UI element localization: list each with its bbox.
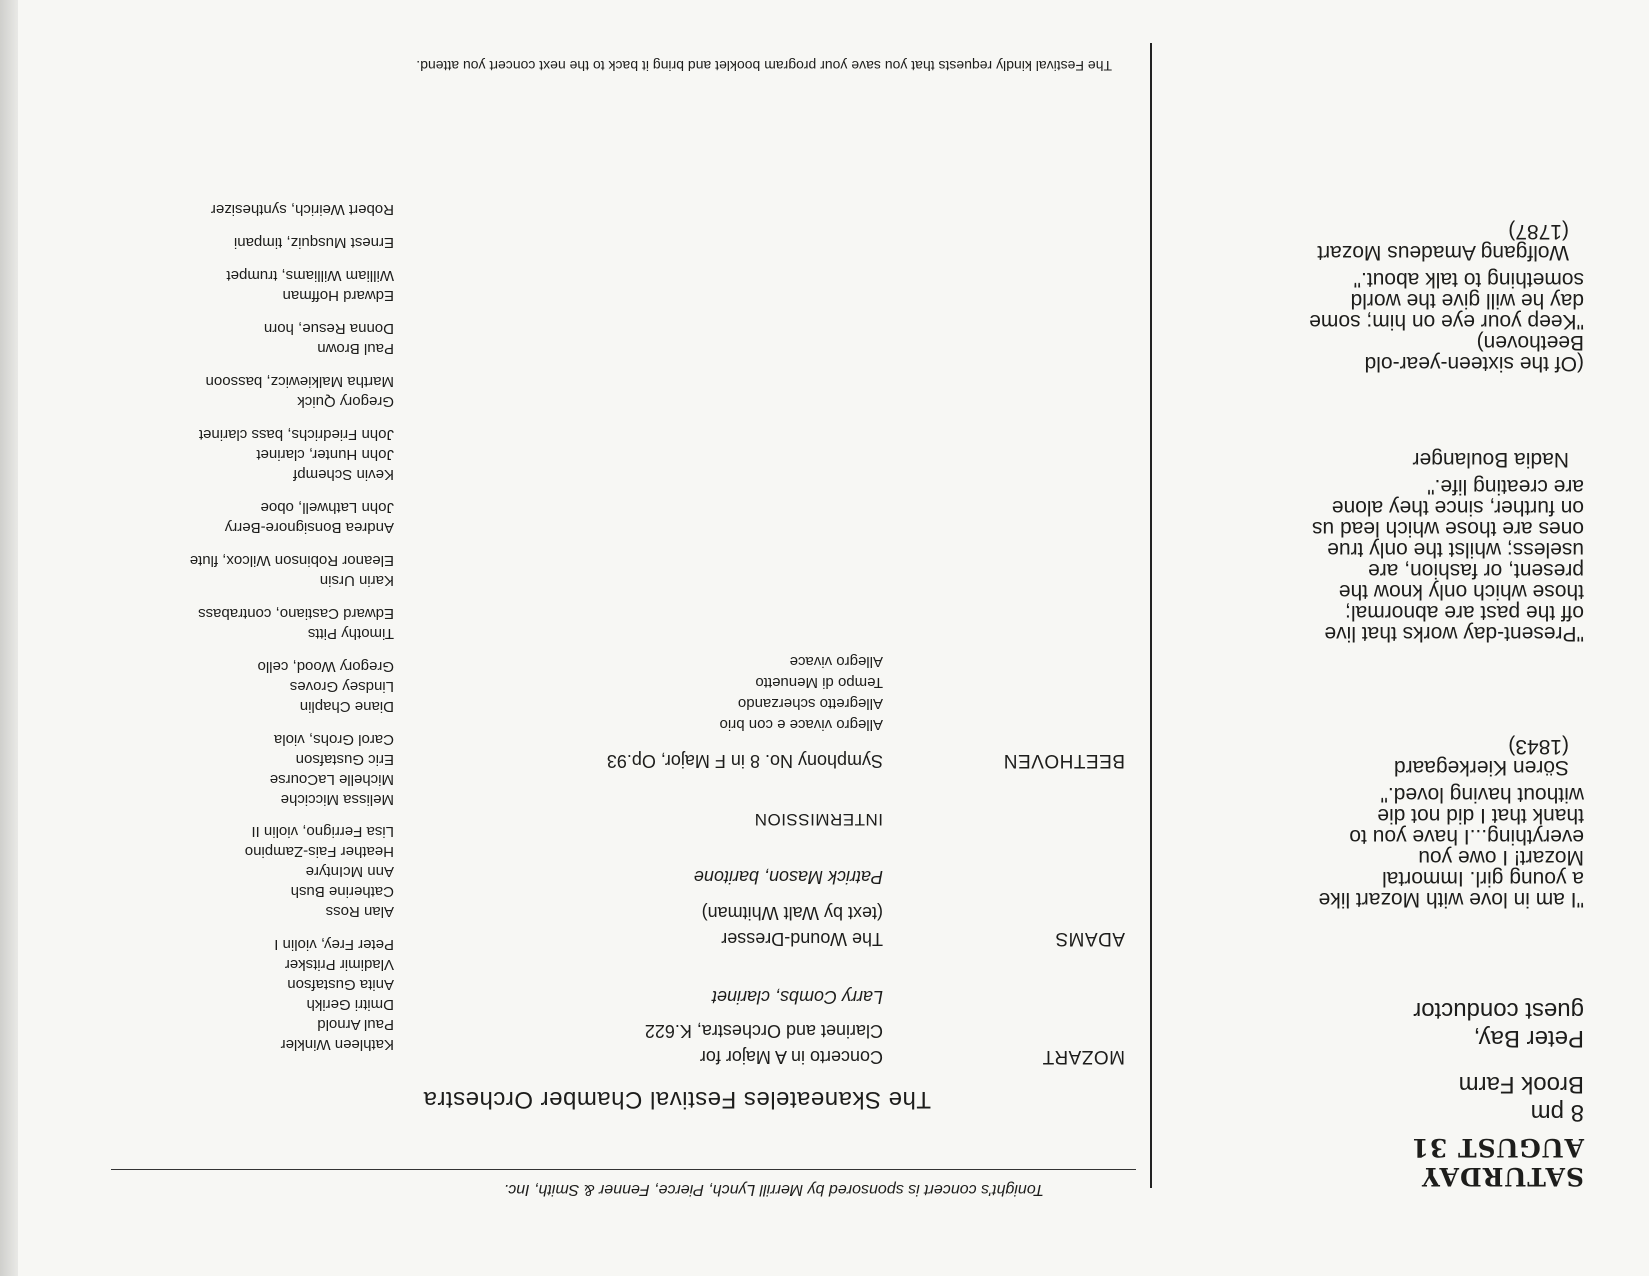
event-day: SATURDAY: [1421, 1162, 1584, 1191]
roster-name: Martha Malkiewicz, bassoon: [205, 373, 394, 390]
roster-name: Gregory Quick: [297, 393, 394, 410]
roster-name: Lindsey Groves: [289, 678, 394, 695]
roster-name: Paul Arnold: [317, 1016, 394, 1033]
roster-name: Eleanor Robinson Wilcox, flute: [189, 552, 394, 569]
roster-name: Dmitri Gerikh: [306, 996, 394, 1013]
roster-name: Lisa Ferrigno, violin II: [251, 823, 394, 840]
composer-adams: ADAMS: [1054, 928, 1125, 949]
quote-line: without having loved.": [1380, 783, 1584, 806]
quote-line: "I am in love with Mozart like: [1318, 888, 1584, 911]
roster-name: Alan Ross: [325, 903, 394, 920]
quote-line: ones are those which lead us: [1311, 517, 1584, 540]
quote-author-year: (1843): [1508, 735, 1569, 758]
quote-line: day he will give the world: [1350, 289, 1584, 312]
quote-author: Nadia Boulanger: [1412, 448, 1569, 471]
roster-name: William Williams, trumpet: [226, 267, 394, 284]
page-binding-edge: [0, 0, 18, 1276]
roster-name: Melissa Micciche: [280, 791, 394, 808]
event-venue: Brook Farm: [1458, 1071, 1584, 1098]
roster-name: John Lathwell, oboe: [260, 499, 394, 516]
roster-name: Kathleen Winkler: [280, 1036, 394, 1053]
roster-name: Donna Resue, horn: [263, 320, 394, 337]
roster-name: Carol Grohs, viola: [273, 731, 394, 748]
roster-name: Paul Brown: [317, 340, 394, 357]
roster-name: Edward Castiano, contrabass: [198, 605, 394, 622]
roster-name: Karin Ursin: [319, 572, 394, 589]
roster-name: Peter Frey, violin I: [274, 936, 394, 953]
quote-line: Mozart! I owe you: [1418, 846, 1584, 869]
quote-line: Beethoven): [1476, 331, 1584, 354]
header-rule: [111, 1169, 1136, 1170]
quote-author: Sören Kierkegaard: [1393, 756, 1569, 779]
quote-line: a young girl. Immortal: [1382, 867, 1584, 890]
performer: Larry Combs, clarinet: [711, 987, 883, 1007]
roster-name: Michelle LaCourse: [269, 771, 394, 788]
column-divider: [1150, 43, 1152, 1188]
roster-name: Ann McIntyre: [305, 863, 394, 880]
roster-name: Edward Hoffman: [282, 287, 394, 304]
roster-name: Eric Gustafson: [295, 751, 394, 768]
movement: Tempo di Menuetto: [755, 674, 883, 691]
intermission: INTERMISSION: [754, 810, 883, 829]
roster-name: Andrea Bonsignore-Berry: [224, 519, 394, 536]
roster-name: Ernest Musquiz, timpani: [233, 234, 394, 251]
quote-line: are creating life.": [1427, 475, 1584, 498]
composer-beethoven: BEETHOVEN: [1003, 750, 1125, 771]
event-time: 8 pm: [1530, 1099, 1584, 1126]
work-title: Concerto in A Major for: [699, 1047, 883, 1067]
quote-line: those which only know the: [1338, 580, 1584, 603]
performer: Patrick Mason, baritone: [693, 867, 883, 887]
work-subtitle: (text by Walt Whitman): [701, 903, 883, 923]
roster-name: John Hunter, clarinet: [256, 446, 394, 463]
movement: Allegro vivace: [789, 653, 883, 670]
quote-author-year: (1787): [1508, 220, 1569, 243]
quote-line: present, or fashion, are: [1368, 559, 1584, 582]
work-title: The Wound-Dresser: [721, 929, 883, 949]
quote-line: something to talk about.": [1353, 268, 1584, 291]
quote-line: everything...I have you to: [1349, 825, 1584, 848]
footer-note: The Festival kindly requests that you save your program booklet and bring it back to the next concert you attend.: [416, 58, 1112, 74]
quote-line: thank that I did not die: [1377, 804, 1584, 827]
roster-name: Timothy Pitts: [307, 625, 394, 642]
work-title: Clarinet and Orchestra, K.622: [644, 1021, 883, 1041]
movement: Allegro vivace e con brio: [719, 716, 883, 733]
roster-name: Kevin Schempf: [293, 466, 394, 483]
work-title: Symphony No. 8 in F Major, Op.93: [606, 751, 883, 771]
conductor-role: guest conductor: [1413, 997, 1584, 1024]
roster-name: Gregory Wood, cello: [257, 658, 394, 675]
sponsor-note: Tonight's concert is sponsored by Merrill Lynch, Pierce, Fenner & Smith, Inc.: [503, 1181, 1044, 1198]
roster-name: Heather Fais-Zampino: [244, 843, 394, 860]
roster-name: Robert Weirich, synthesizer: [210, 201, 394, 218]
conductor-name: Peter Bay,: [1473, 1025, 1584, 1052]
quote-line: useless; whilst the only true: [1327, 538, 1584, 561]
roster-name: Vladimir Pritsker: [284, 956, 394, 973]
quote-line: (Of the sixteen-year-old: [1364, 352, 1584, 375]
quote-author: Wolfgang Amadeus Mozart: [1317, 241, 1569, 264]
quote-line: "Present-day works that live: [1324, 622, 1584, 645]
event-date: AUGUST 31: [1410, 1133, 1584, 1162]
roster-name: Anita Gustafson: [287, 976, 394, 993]
composer-mozart: MOZART: [1042, 1046, 1125, 1067]
quote-line: "Keep your eye on him; some: [1309, 310, 1584, 333]
orchestra-title: The Skaneateles Festival Chamber Orchestra: [423, 1086, 931, 1113]
roster-name: John Friedrichs, bass clarinet: [198, 426, 394, 443]
roster-name: Diane Chaplin: [299, 698, 394, 715]
roster-name: Catherine Bush: [290, 883, 394, 900]
quote-line: off the past are abnormal;: [1345, 601, 1584, 624]
quote-line: on further, since they alone: [1331, 496, 1584, 519]
movement: Allegretto scherzando: [737, 695, 883, 712]
